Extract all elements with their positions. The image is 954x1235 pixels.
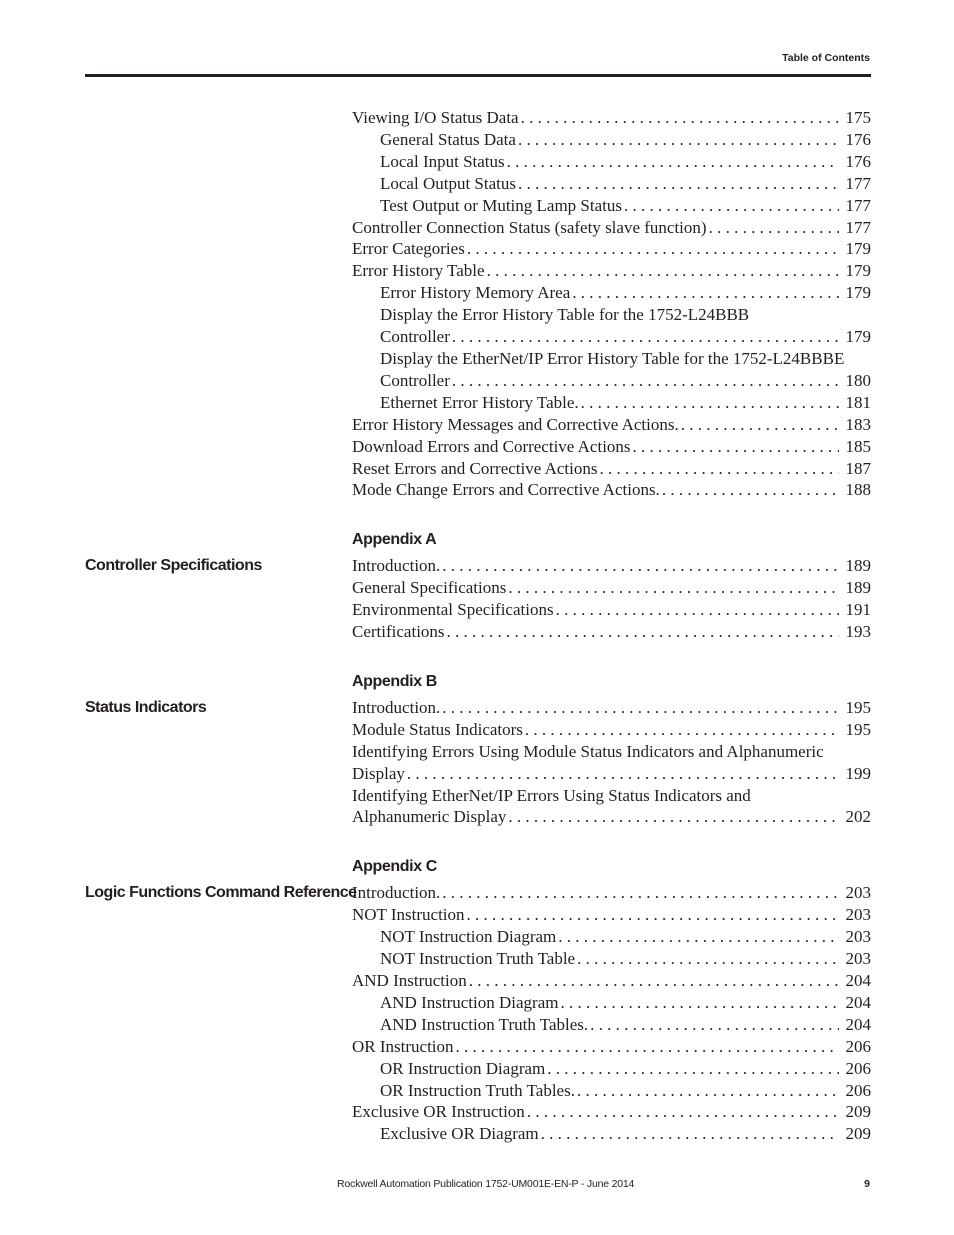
toc-entry-page: 206: [845, 1036, 871, 1056]
toc-entry[interactable]: [352, 238, 871, 260]
dot-leader: [556, 599, 839, 621]
toc-entry-title: General Specifications: [352, 578, 507, 598]
toc-entry-title: Introduction.: [352, 697, 441, 717]
toc-entry-page: 176: [845, 129, 871, 149]
toc-entry[interactable]: [352, 392, 871, 414]
toc-entry-page: 204: [845, 1014, 871, 1034]
toc-entry-page: 179: [845, 327, 871, 347]
running-header: Table of Contents: [782, 52, 870, 64]
toc-entry-page: 195: [845, 719, 871, 739]
toc-section-continued: [352, 107, 871, 501]
appendix-label: Appendix A: [352, 531, 437, 549]
dot-leader: [508, 577, 839, 599]
toc-entry-title-line: Identifying Errors Using Module Status Indicators and Alphanumeric: [352, 741, 824, 761]
chapter-title: Logic Functions Command Reference: [85, 884, 357, 902]
toc-entry-page: 191: [845, 600, 871, 620]
toc-entry-page: 199: [845, 763, 871, 783]
footer-publication: Rockwell Automation Publication 1752-UM001E-EN-P - June 2014: [337, 1178, 635, 1190]
toc-entry[interactable]: [352, 1014, 871, 1036]
toc-entry-page: 187: [845, 458, 871, 478]
dot-leader: [442, 882, 839, 904]
toc-entry[interactable]: [352, 948, 871, 970]
toc-entry-page: 189: [845, 556, 871, 576]
header-rule: [85, 74, 871, 77]
toc-entry-title: Ethernet Error History Table.: [380, 392, 579, 412]
toc-entry[interactable]: [352, 107, 871, 129]
dot-leader: [452, 326, 839, 348]
chapter-title: Status Indicators: [85, 698, 207, 716]
toc-entry[interactable]: [352, 282, 871, 304]
toc-entry-page: 181: [845, 392, 871, 412]
dot-leader: [487, 260, 839, 282]
toc-entry-title: Controller: [380, 370, 450, 390]
table-of-contents: [85, 107, 871, 1145]
dot-leader: [518, 173, 839, 195]
toc-entry[interactable]: [352, 1123, 871, 1145]
chapter-title: Controller Specifications: [85, 557, 262, 575]
toc-entry[interactable]: [352, 697, 871, 719]
toc-entry[interactable]: [352, 260, 871, 282]
toc-entry[interactable]: [352, 555, 871, 577]
dot-leader: [709, 217, 839, 239]
toc-entry-page: 189: [845, 578, 871, 598]
toc-entry-title: Local Output Status: [380, 173, 516, 193]
toc-entry-page: 179: [845, 239, 871, 259]
dot-leader: [633, 436, 839, 458]
dot-leader: [590, 1014, 839, 1036]
toc-entry[interactable]: [352, 414, 871, 436]
toc-entry-page: 180: [845, 370, 871, 390]
toc-entry-title: OR Instruction Truth Tables.: [380, 1080, 575, 1100]
toc-entry-page: 203: [845, 949, 871, 969]
toc-entry-title: NOT Instruction Truth Table: [380, 949, 576, 969]
toc-entry-page: 206: [845, 1080, 871, 1100]
toc-entry-title: General Status Data: [380, 129, 516, 149]
toc-entry-title: AND Instruction Diagram: [380, 992, 559, 1012]
dot-leader: [521, 107, 839, 129]
toc-entry-title: Controller: [380, 327, 450, 347]
toc-entry-page: 179: [845, 283, 871, 303]
dot-leader: [527, 1101, 839, 1123]
dot-leader: [456, 1036, 839, 1058]
toc-entry-page: 203: [845, 905, 871, 925]
toc-entry-page: 175: [845, 108, 871, 127]
toc-entry[interactable]: [352, 195, 871, 217]
dot-leader: [518, 129, 839, 151]
toc-entry-page: 183: [845, 414, 871, 434]
toc-entry-page: 209: [845, 1102, 871, 1122]
toc-entry[interactable]: [352, 217, 871, 239]
appendix-entries: [352, 697, 871, 828]
toc-entry-page: 202: [845, 807, 871, 827]
toc-entry[interactable]: [352, 926, 871, 948]
dot-leader: [452, 370, 839, 392]
dot-leader: [507, 151, 839, 173]
toc-entry-page: 195: [845, 697, 871, 717]
toc-entry-page: 179: [845, 261, 871, 281]
toc-entry-title: OR Instruction: [352, 1036, 454, 1056]
toc-entry-title-line: Identifying EtherNet/IP Errors Using Status Indicators and: [352, 785, 751, 805]
toc-entry-page: 193: [845, 622, 871, 642]
toc-entry-page: 206: [845, 1058, 871, 1078]
appendix-label: Appendix B: [352, 672, 437, 690]
dot-leader: [577, 948, 839, 970]
toc-entry[interactable]: [352, 479, 871, 501]
toc-entry[interactable]: [352, 1101, 871, 1123]
toc-entry-title: Error History Memory Area: [380, 283, 571, 303]
toc-entry-page: 203: [845, 927, 871, 947]
toc-entry-title: Alphanumeric Display: [352, 807, 507, 827]
dot-leader: [467, 904, 839, 926]
toc-entry-title: Controller Connection Status (safety slave function): [352, 217, 707, 237]
toc-entry[interactable]: [352, 577, 871, 599]
toc-entry-title-line: Display the EtherNet/IP Error History Table for the 1752-L24BBBE: [380, 348, 845, 368]
toc-entry[interactable]: [352, 904, 871, 926]
dot-leader: [442, 697, 839, 719]
toc-entry-title: Certifications: [352, 622, 445, 642]
toc-entry-title: Error History Messages and Corrective Actions.: [352, 414, 679, 434]
toc-entry-page: 176: [845, 151, 871, 171]
dot-leader: [547, 1058, 839, 1080]
toc-entry-page: 209: [845, 1124, 871, 1144]
toc-entry[interactable]: [352, 304, 871, 348]
toc-entry-page: 204: [845, 971, 871, 990]
toc-entry-title: NOT Instruction Diagram: [380, 927, 557, 947]
dot-leader: [442, 555, 839, 577]
toc-entry-page: 177: [845, 195, 871, 215]
toc-entry[interactable]: [352, 970, 871, 992]
toc-entry[interactable]: [352, 599, 871, 621]
toc-entry[interactable]: [352, 621, 871, 643]
toc-entry-title: Error History Table: [352, 261, 485, 281]
toc-entry-title: Environmental Specifications: [352, 600, 554, 620]
toc-entry-page: 203: [845, 883, 871, 903]
dot-leader: [525, 719, 839, 741]
toc-entry-title: Download Errors and Corrective Actions: [352, 436, 631, 456]
appendix-label: Appendix C: [352, 858, 437, 876]
toc-entry[interactable]: [352, 458, 871, 480]
page-number: 9: [864, 1178, 870, 1190]
toc-entry[interactable]: [352, 785, 871, 829]
dot-leader: [469, 970, 839, 992]
appendix-entries: [352, 555, 871, 643]
toc-entry-title: Exclusive OR Diagram: [380, 1124, 539, 1144]
appendix-b-section: [85, 671, 871, 828]
toc-entry[interactable]: [352, 129, 871, 151]
dot-leader: [572, 282, 839, 304]
toc-entry-page: 177: [845, 173, 871, 193]
toc-entry-page: 204: [845, 992, 871, 1012]
toc-entry-title: Introduction.: [352, 556, 441, 576]
toc-entry-title: Test Output or Muting Lamp Status: [380, 195, 622, 215]
toc-entry-title: Exclusive OR Instruction: [352, 1102, 525, 1122]
toc-entry-page: 188: [845, 480, 871, 500]
dot-leader: [600, 458, 840, 480]
toc-entry-title: Viewing I/O Status Data: [352, 108, 519, 127]
dot-leader: [681, 414, 839, 436]
toc-entry[interactable]: [352, 173, 871, 195]
toc-entry[interactable]: [352, 348, 871, 392]
toc-entry[interactable]: [352, 882, 871, 904]
toc-entry-title: NOT Instruction: [352, 905, 465, 925]
dot-leader: [467, 238, 839, 260]
toc-entry[interactable]: [352, 1080, 871, 1102]
dot-leader: [624, 195, 839, 217]
toc-entry[interactable]: [352, 151, 871, 173]
dot-leader: [447, 621, 839, 643]
toc-entry-page: 185: [845, 436, 871, 456]
dot-leader: [560, 992, 839, 1014]
toc-entry-title: Display: [352, 763, 405, 783]
toc-entry-title: AND Instruction Truth Tables.: [380, 1014, 589, 1034]
toc-entry-title: Reset Errors and Corrective Actions: [352, 458, 598, 478]
dot-leader: [581, 392, 839, 414]
toc-entry-title: AND Instruction: [352, 971, 467, 990]
dot-leader: [407, 763, 839, 785]
toc-entry[interactable]: [352, 719, 871, 741]
toc-entry-title: Local Input Status: [380, 151, 505, 171]
toc-entry-title: Module Status Indicators: [352, 719, 523, 739]
appendix-entries: [352, 882, 871, 1145]
toc-entry-title: Error Categories: [352, 239, 465, 259]
dot-leader: [541, 1123, 839, 1145]
toc-entry-title-line: Display the Error History Table for the 1752-L24BBB: [380, 305, 750, 325]
dot-leader: [508, 806, 839, 828]
dot-leader: [558, 926, 839, 948]
appendix-c-section: [85, 856, 871, 1145]
toc-entry[interactable]: [352, 741, 871, 785]
toc-entry[interactable]: [352, 992, 871, 1014]
appendix-a-section: [85, 529, 871, 643]
toc-entry-title: Mode Change Errors and Corrective Actions.: [352, 480, 660, 500]
toc-entry[interactable]: [352, 1036, 871, 1058]
toc-entry-page: 177: [845, 217, 871, 237]
toc-entry[interactable]: [352, 1058, 871, 1080]
dot-leader: [662, 479, 839, 501]
toc-entry[interactable]: [352, 436, 871, 458]
toc-entry-title: Introduction.: [352, 883, 441, 903]
toc-entry-title: OR Instruction Diagram: [380, 1058, 546, 1078]
dot-leader: [577, 1080, 839, 1102]
